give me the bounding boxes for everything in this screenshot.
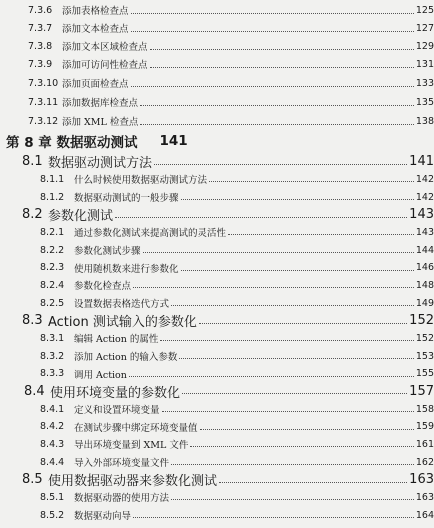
toc-entry-8-3-1	[0, 330, 434, 348]
entry-page: 142	[415, 173, 434, 185]
entry-page: 163	[415, 491, 434, 503]
toc-entry-7-3-12	[0, 111, 434, 131]
dot-leader	[228, 233, 414, 235]
entry-number: 8.1.2	[40, 191, 65, 203]
toc-entry-8-4-3	[0, 436, 434, 454]
entry-number: 7.3.7	[28, 22, 53, 34]
entry-number: 8.2.2	[40, 244, 65, 256]
dot-leader	[190, 445, 414, 447]
entry-number: 8.2.3	[40, 262, 65, 274]
dot-leader	[140, 104, 414, 106]
dot-leader	[143, 251, 414, 253]
entry-title: 数据驱动器的使用方法	[74, 493, 170, 505]
dot-leader	[182, 392, 407, 394]
dot-leader	[181, 198, 414, 200]
entry-number: 8.5	[22, 472, 43, 488]
entry-page: 161	[415, 438, 434, 450]
entry-page: 133	[415, 77, 434, 89]
toc-entry-8-4-2	[0, 418, 434, 436]
entry-number: 8.4.3	[40, 438, 65, 450]
dot-leader	[171, 304, 414, 306]
chapter-page: 141	[159, 133, 188, 149]
dot-leader	[154, 163, 407, 165]
toc-section-8-4	[0, 383, 434, 401]
entry-title: 在测试步骤中绑定环境变量值	[74, 422, 198, 434]
chapter-heading	[6, 131, 188, 151]
entry-number: 7.3.9	[28, 58, 53, 70]
toc-entry-8-5-2	[0, 506, 434, 524]
toc-entry-8-2-3	[0, 259, 434, 277]
entry-title: 添加文本检查点	[62, 24, 129, 35]
entry-page: 162	[415, 456, 434, 468]
dot-leader	[115, 216, 407, 218]
entry-title: 数据驱动测试的一般步骤	[74, 193, 179, 205]
dot-leader	[179, 357, 413, 359]
toc-entry-7-3-7	[0, 18, 434, 38]
entry-number: 7.3.10	[28, 77, 59, 89]
entry-number: 8.4.1	[40, 403, 65, 415]
entry-page: 146	[415, 262, 434, 274]
entry-page: 141	[409, 154, 434, 170]
entry-title: 什么时候使用数据驱动测试方法	[74, 175, 208, 187]
dot-leader	[133, 286, 414, 288]
entry-page: 142	[415, 191, 434, 203]
entry-title: 参数化测试	[48, 209, 114, 224]
entry-title: 调用 Action	[74, 369, 127, 381]
entry-title: 添加文本区域检查点	[62, 42, 148, 53]
entry-title: 添加页面检查点	[62, 79, 129, 90]
dot-leader	[131, 12, 414, 14]
entry-title: 使用环境变量的参数化	[50, 385, 181, 401]
toc-entry-8-2-5	[0, 294, 434, 312]
entry-number: 8.5.1	[40, 491, 65, 503]
entry-number: 7.3.8	[28, 40, 53, 52]
entry-title: 参数化测试步骤	[74, 246, 141, 258]
toc-entry-7-3-8	[0, 36, 434, 56]
dot-leader	[199, 322, 407, 324]
entry-page: 152	[415, 332, 434, 344]
entry-page: 157	[409, 383, 434, 399]
entry-page: 149	[415, 297, 434, 309]
dot-leader	[200, 428, 414, 430]
entry-page: 164	[415, 509, 434, 521]
entry-number: 8.3.1	[40, 332, 65, 344]
toc-section-8-1	[0, 153, 434, 171]
entry-page: 143	[415, 226, 434, 238]
entry-title: 添加 XML 检查点	[62, 117, 139, 128]
toc-section-8-5	[0, 471, 434, 489]
entry-title: 数据驱动测试方法	[48, 156, 153, 171]
entry-page: 144	[415, 244, 434, 256]
toc-entry-8-2-4	[0, 277, 434, 295]
entry-page: 125	[415, 4, 434, 16]
toc-entry-7-3-10	[0, 73, 434, 93]
entry-title: 导入外部环境变量文件	[74, 458, 170, 470]
toc-entry-8-2-2	[0, 241, 434, 259]
entry-page: 138	[415, 115, 434, 127]
entry-title: 设置数据表格迭代方式	[74, 299, 170, 311]
toc-entry-8-4-1	[0, 400, 434, 418]
dot-leader	[171, 498, 414, 500]
entry-number: 8.2.1	[40, 226, 65, 238]
entry-page: 159	[415, 421, 434, 433]
entry-page: 131	[415, 58, 434, 70]
entry-page: 148	[415, 279, 434, 291]
entry-page: 153	[415, 350, 434, 362]
dot-leader	[171, 463, 414, 465]
dot-leader	[181, 269, 414, 271]
entry-page: 127	[415, 22, 434, 34]
toc-entry-8-4-4	[0, 453, 434, 471]
toc-entry-8-3-3	[0, 365, 434, 383]
entry-title: 使用数据驱动器来参数化测试	[48, 474, 218, 489]
entry-number: 8.3.2	[40, 350, 65, 362]
dot-leader	[219, 481, 407, 483]
entry-number: 8.2.5	[40, 297, 65, 309]
toc-entry-7-3-11	[0, 92, 434, 112]
dot-leader	[131, 85, 414, 87]
entry-title: 通过参数化测试来提高测试的灵活性	[74, 228, 227, 240]
dot-leader	[160, 339, 413, 341]
dot-leader	[150, 66, 414, 68]
entry-number: 8.5.2	[40, 509, 65, 521]
dot-leader	[131, 30, 414, 32]
entry-number: 7.3.12	[28, 115, 59, 127]
entry-number: 8.4.4	[40, 456, 65, 468]
entry-number: 8.2	[22, 207, 43, 223]
entry-page: 163	[409, 472, 434, 488]
entry-page: 129	[415, 40, 434, 52]
toc-entry-8-5-1	[0, 489, 434, 507]
entry-title: Action 测试输入的参数化	[48, 315, 197, 330]
dot-leader	[150, 48, 414, 50]
entry-number: 7.3.11	[28, 96, 59, 108]
entry-title: 添加可访问性检查点	[62, 60, 148, 71]
toc-entry-8-3-2	[0, 347, 434, 365]
entry-title: 参数化检查点	[74, 281, 132, 293]
entry-number: 8.3	[22, 313, 43, 329]
toc-section-8-2	[0, 206, 434, 224]
entry-title: 导出环境变量到 XML 文件	[74, 440, 189, 452]
toc-entry-8-1-1	[0, 171, 434, 189]
dot-leader	[133, 516, 414, 518]
dot-leader	[129, 375, 414, 377]
dot-leader	[209, 180, 414, 182]
entry-number: 8.2.4	[40, 279, 65, 291]
entry-page: 135	[415, 96, 434, 108]
dot-leader	[162, 410, 414, 412]
dot-leader	[140, 123, 414, 125]
entry-number: 8.1.1	[40, 173, 65, 185]
entry-page: 152	[409, 313, 434, 329]
entry-number: 8.3.3	[40, 368, 65, 380]
entry-title: 使用随机数来进行参数化	[74, 263, 179, 275]
entry-title: 添加表格检查点	[62, 6, 129, 17]
entry-title: 数据驱动向导	[74, 511, 132, 523]
entry-number: 8.4.2	[40, 421, 65, 433]
entry-page: 155	[415, 368, 434, 380]
entry-page: 158	[415, 403, 434, 415]
chapter-label: 第 8 章 数据驱动测试	[6, 135, 138, 151]
entry-page: 143	[409, 207, 434, 223]
toc-entry-8-2-1	[0, 224, 434, 242]
entry-title: 添加数据库检查点	[62, 98, 139, 109]
entry-number: 7.3.6	[28, 4, 53, 16]
entry-title: 添加 Action 的输入参数	[74, 352, 178, 364]
toc-section-8-3	[0, 312, 434, 330]
toc-entry-8-1-2	[0, 188, 434, 206]
toc-entry-7-3-9	[0, 54, 434, 74]
toc-entry-7-3-6	[0, 0, 434, 20]
entry-title: 编辑 Action 的属性	[74, 334, 159, 346]
entry-number: 8.1	[22, 154, 43, 170]
entry-number: 8.4	[24, 383, 45, 399]
entry-title: 定义和设置环境变量	[74, 405, 160, 417]
